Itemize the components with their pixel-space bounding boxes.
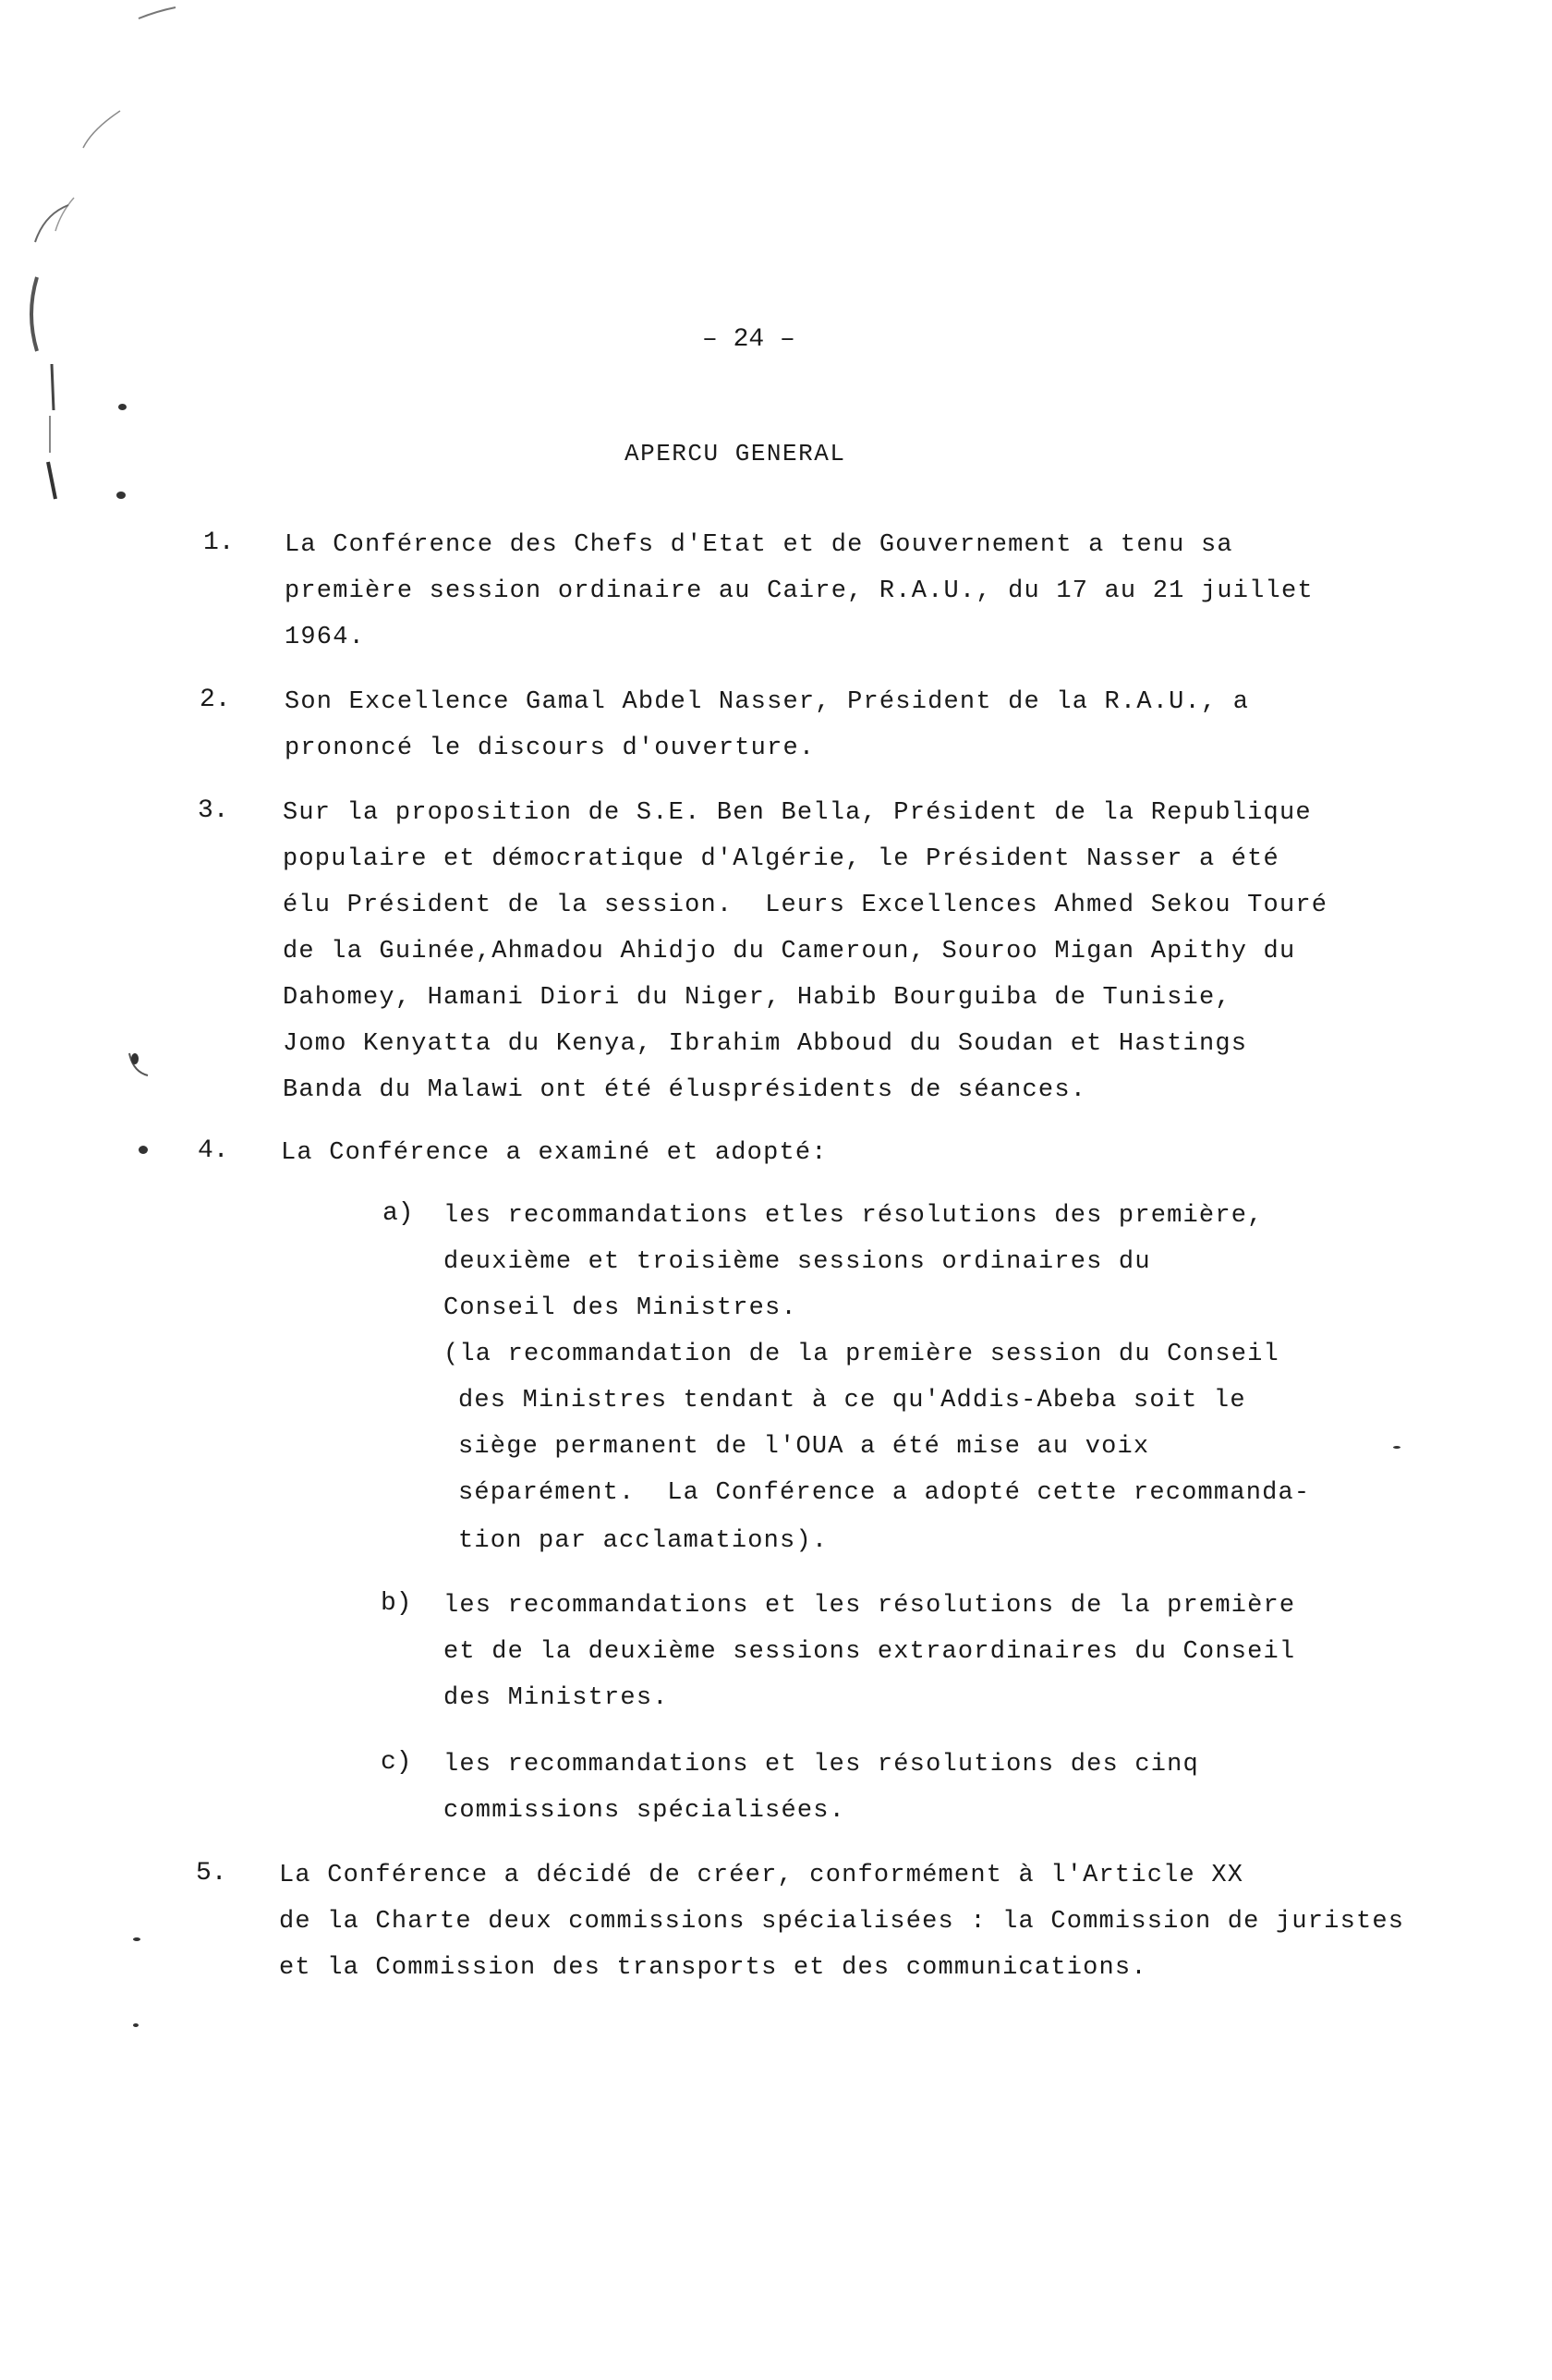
scan-speck <box>116 492 126 499</box>
subitem-a-note-line: (la recommandation de la première session du Conseil <box>443 1341 1279 1368</box>
scan-speck <box>118 404 127 410</box>
item-number: 1. <box>203 528 235 557</box>
item-5-line: La Conférence a décidé de créer, conformément à l'Article XX <box>279 1862 1244 1889</box>
item-2-line: Son Excellence Gamal Abdel Nasser, Président de la R.A.U., a <box>285 688 1250 716</box>
subitem-a-note-line: des Ministres tendant à ce qu'Addis-Abeba soit le <box>458 1387 1246 1415</box>
item-1-line: première session ordinaire au Caire, R.A.U., du 17 au 21 juillet <box>285 577 1314 605</box>
item-number: 2. <box>200 686 231 714</box>
scan-speck <box>1393 1446 1400 1449</box>
item-3-line: Dahomey, Hamani Diori du Niger, Habib Bourguiba de Tunisie, <box>283 984 1231 1012</box>
subitem-letter: c) <box>381 1748 412 1777</box>
item-3-line: de la Guinée,Ahmadou Ahidjo du Cameroun, Souroo Migan Apithy du <box>283 938 1296 965</box>
item-1-line: 1964. <box>285 624 366 651</box>
item-3-line: Banda du Malawi ont été élusprésidents de séances. <box>283 1076 1087 1104</box>
subitem-c-line: les recommandations et les résolutions des cinq <box>443 1751 1199 1779</box>
scan-margin-marks <box>0 0 222 1663</box>
subitem-a-note-line: séparément. La Conférence a adopté cette recommanda- <box>458 1479 1311 1507</box>
scan-speck <box>133 2023 139 2027</box>
subitem-a-note-line: siège permanent de l'OUA a été mise au voix <box>458 1433 1150 1461</box>
subitem-b-line: et de la deuxième sessions extraordinaires du Conseil <box>443 1638 1296 1666</box>
item-number: 5. <box>196 1859 227 1888</box>
subitem-a-line: deuxième et troisième sessions ordinaires du <box>443 1248 1151 1276</box>
item-3-line: élu Président de la session. Leurs Excellences Ahmed Sekou Touré <box>283 892 1328 919</box>
subitem-a-line: les recommandations etles résolutions des première, <box>443 1202 1264 1230</box>
item-number: 3. <box>198 796 229 825</box>
page-title: APERCU GENERAL <box>624 440 846 468</box>
item-number: 4. <box>198 1136 229 1165</box>
subitem-letter: b) <box>381 1589 412 1618</box>
item-4-line: La Conférence a examiné et adopté: <box>281 1139 828 1167</box>
item-5-line: et la Commission des transports et des communications. <box>279 1954 1147 1982</box>
scan-speck <box>133 1937 140 1941</box>
item-3-line: populaire et démocratique d'Algérie, le Président Nasser a été <box>283 845 1279 873</box>
item-2-line: prononcé le discours d'ouverture. <box>285 735 816 762</box>
scan-speck <box>139 1146 148 1154</box>
subitem-c-line: commissions spécialisées. <box>443 1797 846 1825</box>
item-3-line: Sur la proposition de S.E. Ben Bella, Président de la Republique <box>283 799 1312 827</box>
subitem-letter: a) <box>382 1199 414 1228</box>
page-number: – 24 – <box>702 325 795 354</box>
item-1-line: La Conférence des Chefs d'Etat et de Gouvernement a tenu sa <box>285 531 1233 559</box>
scan-speck <box>131 1053 139 1064</box>
subitem-b-line: les recommandations et les résolutions de la première <box>443 1592 1296 1620</box>
subitem-a-line: Conseil des Ministres. <box>443 1294 797 1322</box>
subitem-b-line: des Ministres. <box>443 1684 669 1712</box>
subitem-a-note-line: tion par acclamations). <box>458 1527 829 1555</box>
item-3-line: Jomo Kenyatta du Kenya, Ibrahim Abboud du Soudan et Hastings <box>283 1030 1248 1058</box>
item-5-line: de la Charte deux commissions spécialisées : la Commission de juristes <box>279 1908 1405 1936</box>
